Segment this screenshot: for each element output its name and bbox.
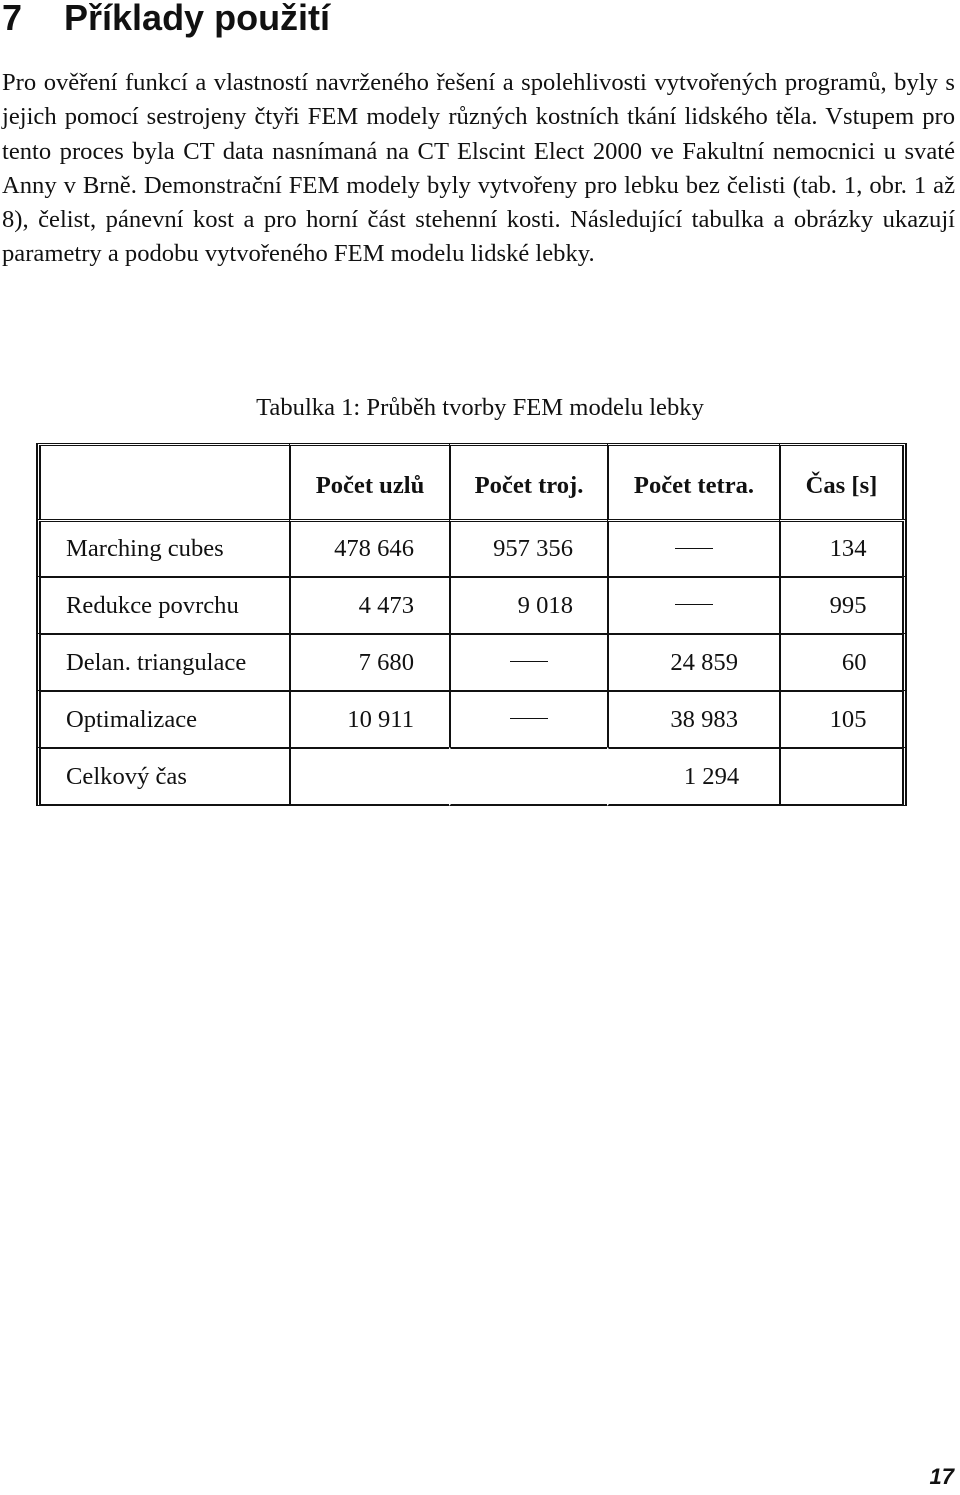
row-label: Delan. triangulace [36, 633, 289, 690]
cell-tetra: 38 983 [670, 705, 738, 733]
body-paragraph: Pro ověření funkcí a vlastností navrženého řešení a spolehlivosti vytvořených programů, byly s jejich pomocí sestrojeny čtyři FEM modely různých kostních tkání lidského těla. Vstupem pro tento proces byla CT data nasnímaná na CT Elscint Elect 2000 ve Fakultní nemocnici u svaté Anny v Brně. Demonstrační FEM modely byly vytvořeny pro lebku bez čelisti (tab. 1, obr. 1 až 8), čelist, pánevní kost a pro horní část stehenní kosti. Následující tabulka a obrázky ukazují parametry a podobu vytvořeného FEM modelu lidské lebky. [2, 69, 955, 268]
section-number: 7 [2, 0, 23, 38]
cell-time: 995 [829, 591, 867, 619]
cell-time: 134 [829, 535, 867, 562]
cell-nodes: 7 680 [358, 648, 414, 676]
section-heading [2, 0, 330, 42]
cell-nodes [289, 747, 449, 806]
cell-tetra [607, 576, 779, 633]
row-label: Redukce povrchu [36, 576, 289, 633]
section-title: Příklady použití [64, 0, 331, 38]
table-row [36, 519, 907, 576]
header-tetra: Počet tetra. [607, 443, 779, 519]
table-row [36, 747, 907, 806]
dash-mark [675, 548, 713, 549]
cell-time: 105 [829, 705, 867, 733]
dash-mark [510, 718, 548, 719]
header-triangles: Počet troj. [449, 443, 607, 519]
row-label: Optimalizace [36, 690, 289, 747]
cell-nodes: 478 646 [334, 535, 414, 562]
cell-tetra: 24 859 [670, 648, 738, 676]
cell-total-time: 1 294 [683, 762, 740, 790]
header-time: Čas [s] [779, 443, 907, 519]
row-label: Celkový čas [36, 747, 289, 806]
fem-table [36, 443, 907, 806]
header-empty [36, 443, 289, 519]
cell-tetra [607, 519, 779, 576]
table-header-row [36, 443, 907, 519]
header-nodes: Počet uzlů [289, 443, 449, 519]
cell-triangles [449, 747, 607, 806]
table-row [36, 576, 907, 633]
table-row [36, 633, 907, 690]
cell-triangles: 9 018 [517, 591, 573, 619]
cell-triangles [449, 690, 607, 747]
cell-time: 60 [841, 648, 867, 676]
row-label: Marching cubes [36, 519, 289, 576]
cell-triangles [449, 633, 607, 690]
cell-nodes: 4 473 [358, 591, 414, 619]
cell-nodes: 10 911 [347, 705, 414, 733]
dash-mark [675, 604, 713, 605]
page-number: 17 [929, 1464, 954, 1489]
cell-triangles: 957 356 [493, 535, 573, 562]
dash-mark [510, 661, 548, 662]
table-caption: Tabulka 1: Průběh tvorby FEM modelu lebky [256, 394, 704, 421]
table-row [36, 690, 907, 747]
